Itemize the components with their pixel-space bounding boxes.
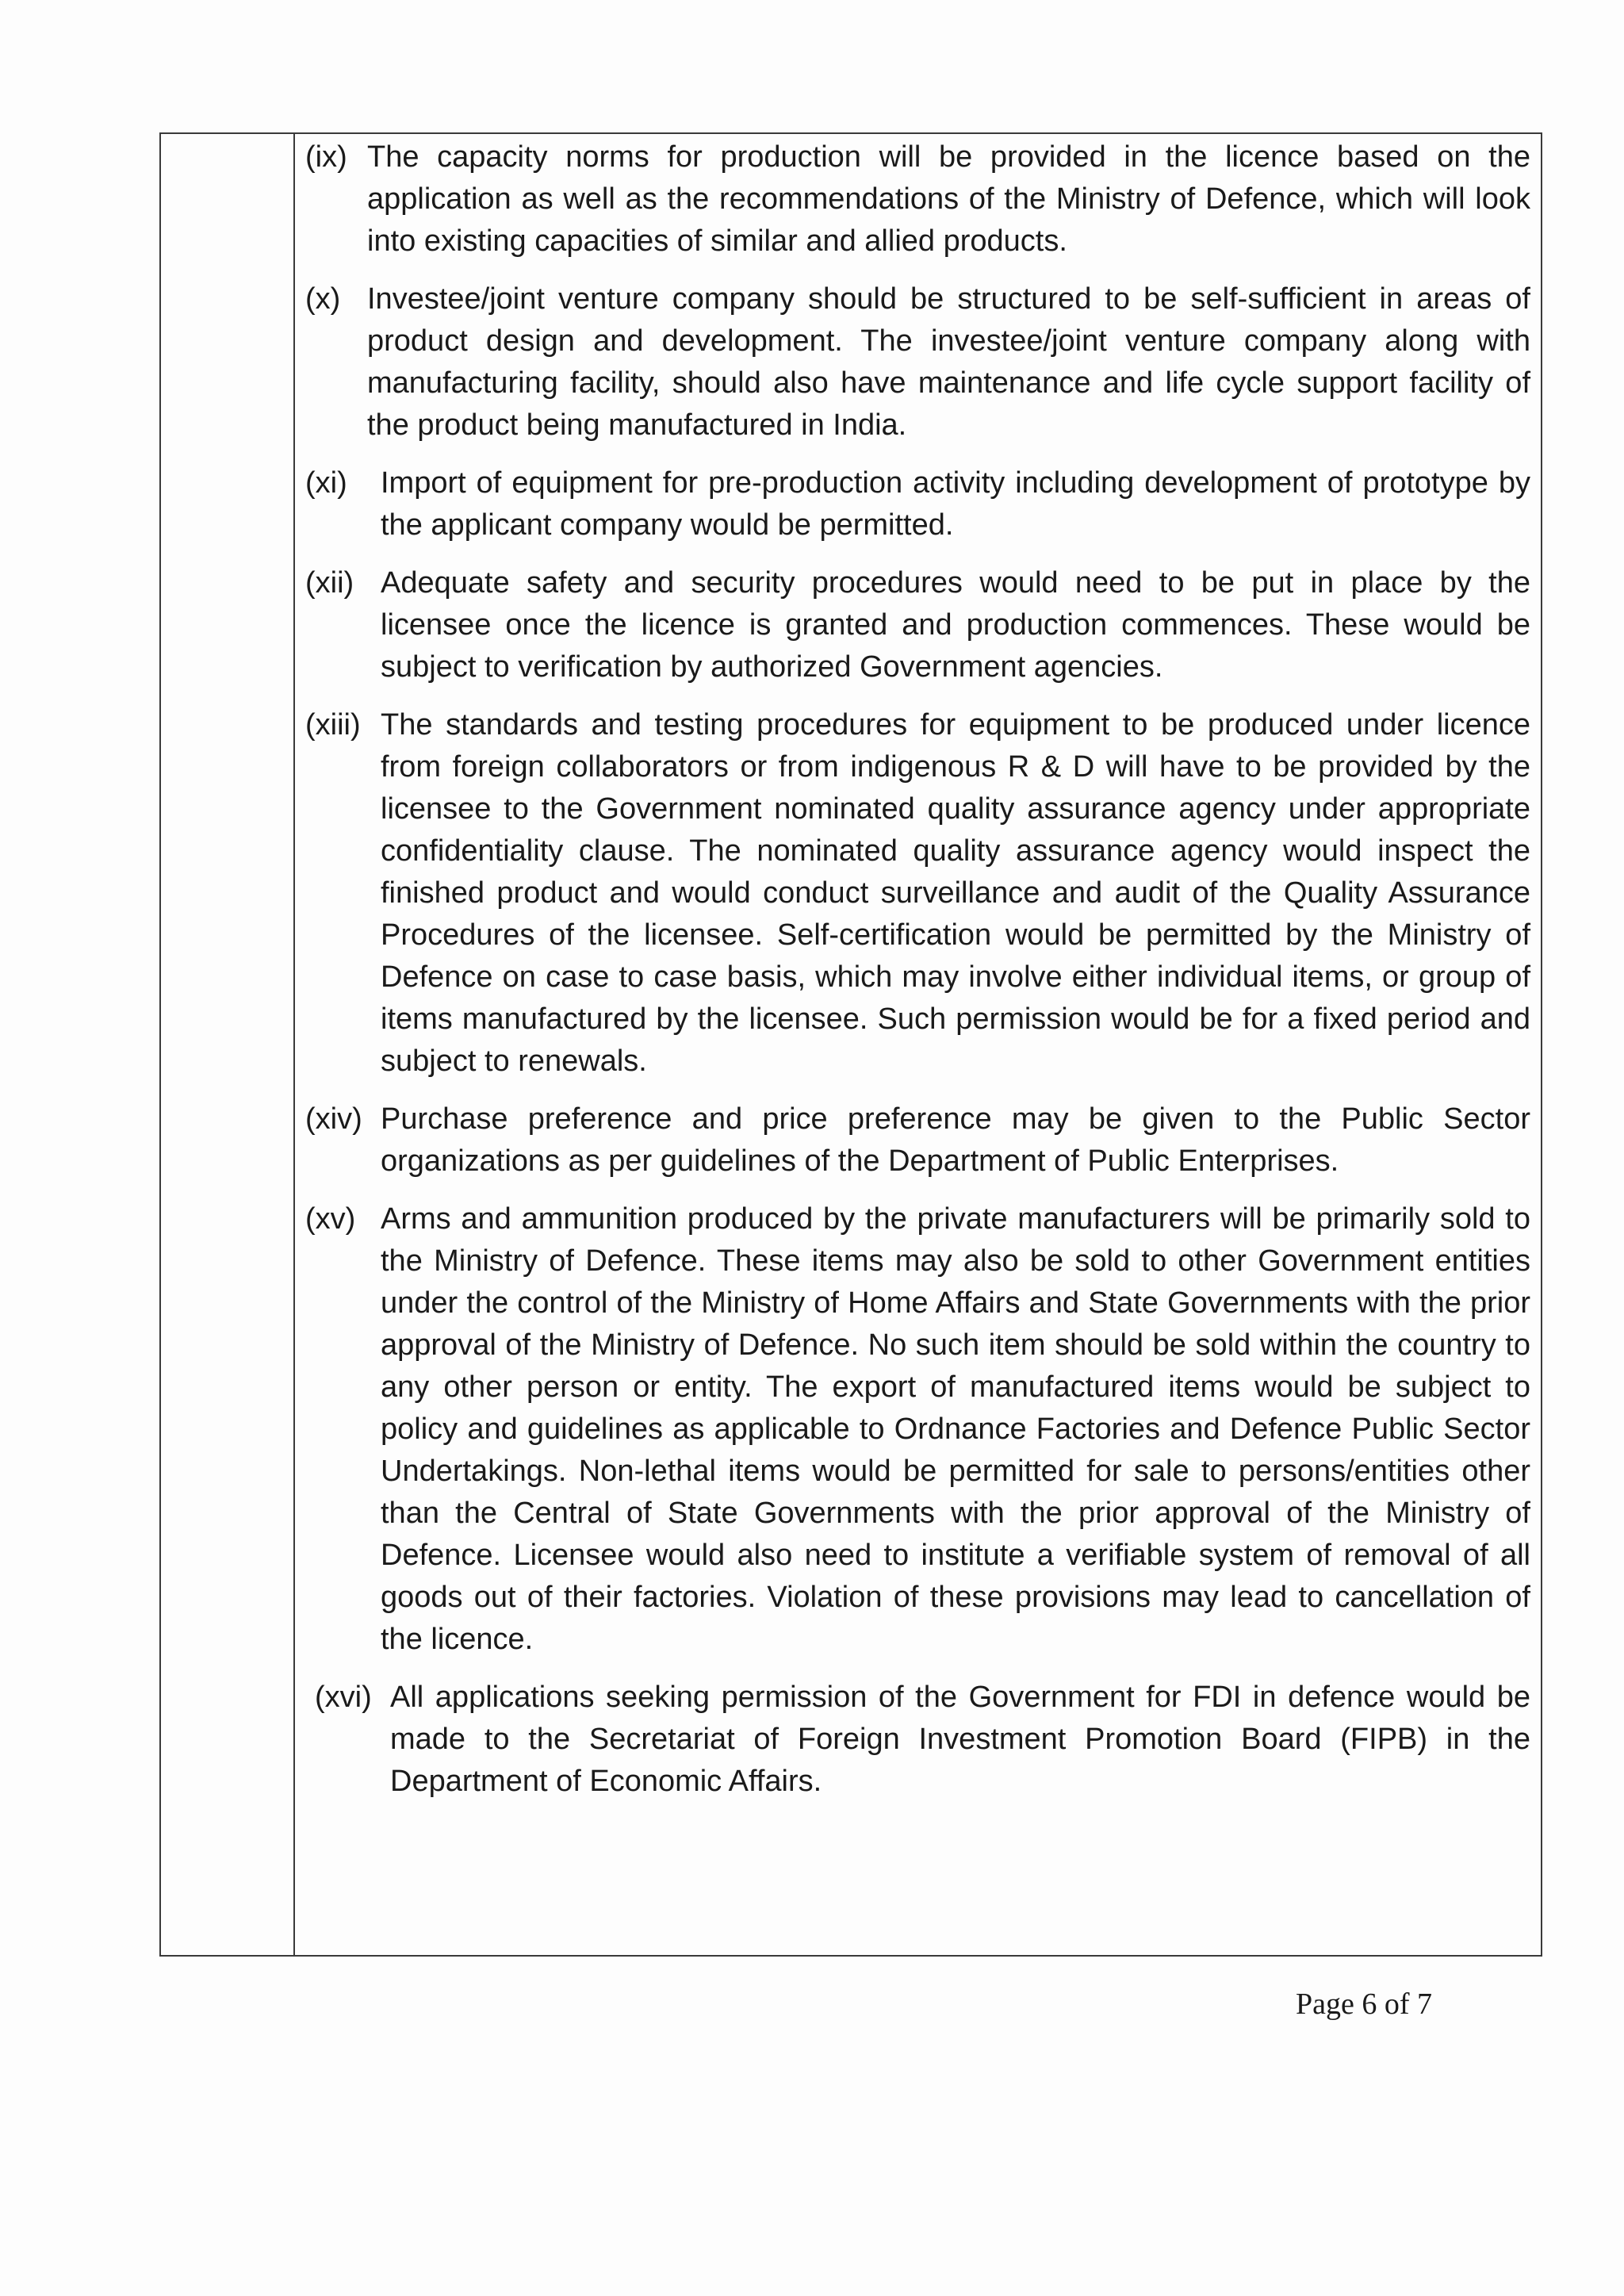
clause-text: The standards and testing procedures for equipment to be produced under licence from foreign collaborators or from indigenous R & D will have to be provided by the licensee to the Government nominated quality assurance agency under appropriate confidentiality clause. The nominated quality assurance agency would inspect the finished product and would conduct surveillance and audit of the Quality Assurance Procedures of the licensee. Self-certification would be permitted by the Ministry of Defence on case to case basis, which may involve either individual items, or group of items manufactured by the licensee. Such permission would be for a fixed period and subject to renewals.: [381, 708, 1530, 1078]
clause-text: Purchase preference and price preference may be given to the Public Sector organizations as per guidelines of the Department of Public Enterprises.: [381, 1102, 1530, 1178]
page-number: Page 6 of 7: [1296, 1987, 1433, 2021]
clause-xv: [305, 1198, 1530, 1661]
table-column-divider: [293, 132, 295, 1957]
clause-number: (xii): [305, 566, 354, 600]
clause-number: (x): [305, 282, 341, 316]
clause-xiv: [305, 1098, 1530, 1182]
clause-text: Investee/joint venture company should be structured to be self-sufficient in areas of product design and development. The investee/joint venture company along with manufacturing facility, should also have maintenance and life cycle support facility of the product being manufactured in India.: [367, 282, 1530, 442]
clause-x: [305, 278, 1530, 447]
clause-number: (xi): [305, 466, 347, 500]
clause-text: All applications seeking permission of the Government for FDI in defence would be made to the Secretariat of Foreign Investment Promotion Board (FIPB) in the Department of Economic Affairs.: [390, 1681, 1530, 1798]
clause-xii: [305, 562, 1530, 688]
table-top-border: [293, 132, 1542, 134]
clause-xi: [305, 462, 1530, 546]
clause-text: Adequate safety and security procedures would need to be put in place by the licensee once the licence is granted and production commences. These would be subject to verification by authorized Government agencies.: [381, 566, 1530, 684]
clause-number: (xv): [305, 1202, 356, 1236]
clause-number: (ix): [305, 140, 347, 174]
clause-text: Arms and ammunition produced by the private manufacturers will be primarily sold to the Ministry of Defence. These items may also be sold to other Government entities under the control of the Ministry of Home Affairs and State Governments with the prior approval of the Ministry of Defence. No such item should be sold within the country to any other person or entity. The export of manufactured items would be subject to policy and guidelines as applicable to Ordnance Factories and Defence Public Sector Undertakings. Non-lethal items would be permitted for sale to persons/entities other than the Central of State Governments with the prior approval of the Ministry of Defence. Licensee would also need to institute a verifiable system of removal of all goods out of their factories. Violation of these provisions may lead to cancellation of the licence.: [381, 1202, 1530, 1656]
table-content-cell: [305, 136, 1530, 1819]
clause-ix: [305, 136, 1530, 263]
clause-number: (xvi): [315, 1681, 372, 1714]
clause-xvi: [305, 1677, 1530, 1803]
clause-xiii: [305, 704, 1530, 1083]
clause-number: (xiv): [305, 1102, 362, 1136]
clause-text: The capacity norms for production will be provided in the licence based on the application as well as the recommendations of the Ministry of Defence, which will look into existing capacities of similar and allied products.: [367, 140, 1530, 258]
clause-number: (xiii): [305, 708, 361, 742]
clause-text: Import of equipment for pre-production activity including development of prototype by the applicant company would be permitted.: [381, 466, 1530, 542]
